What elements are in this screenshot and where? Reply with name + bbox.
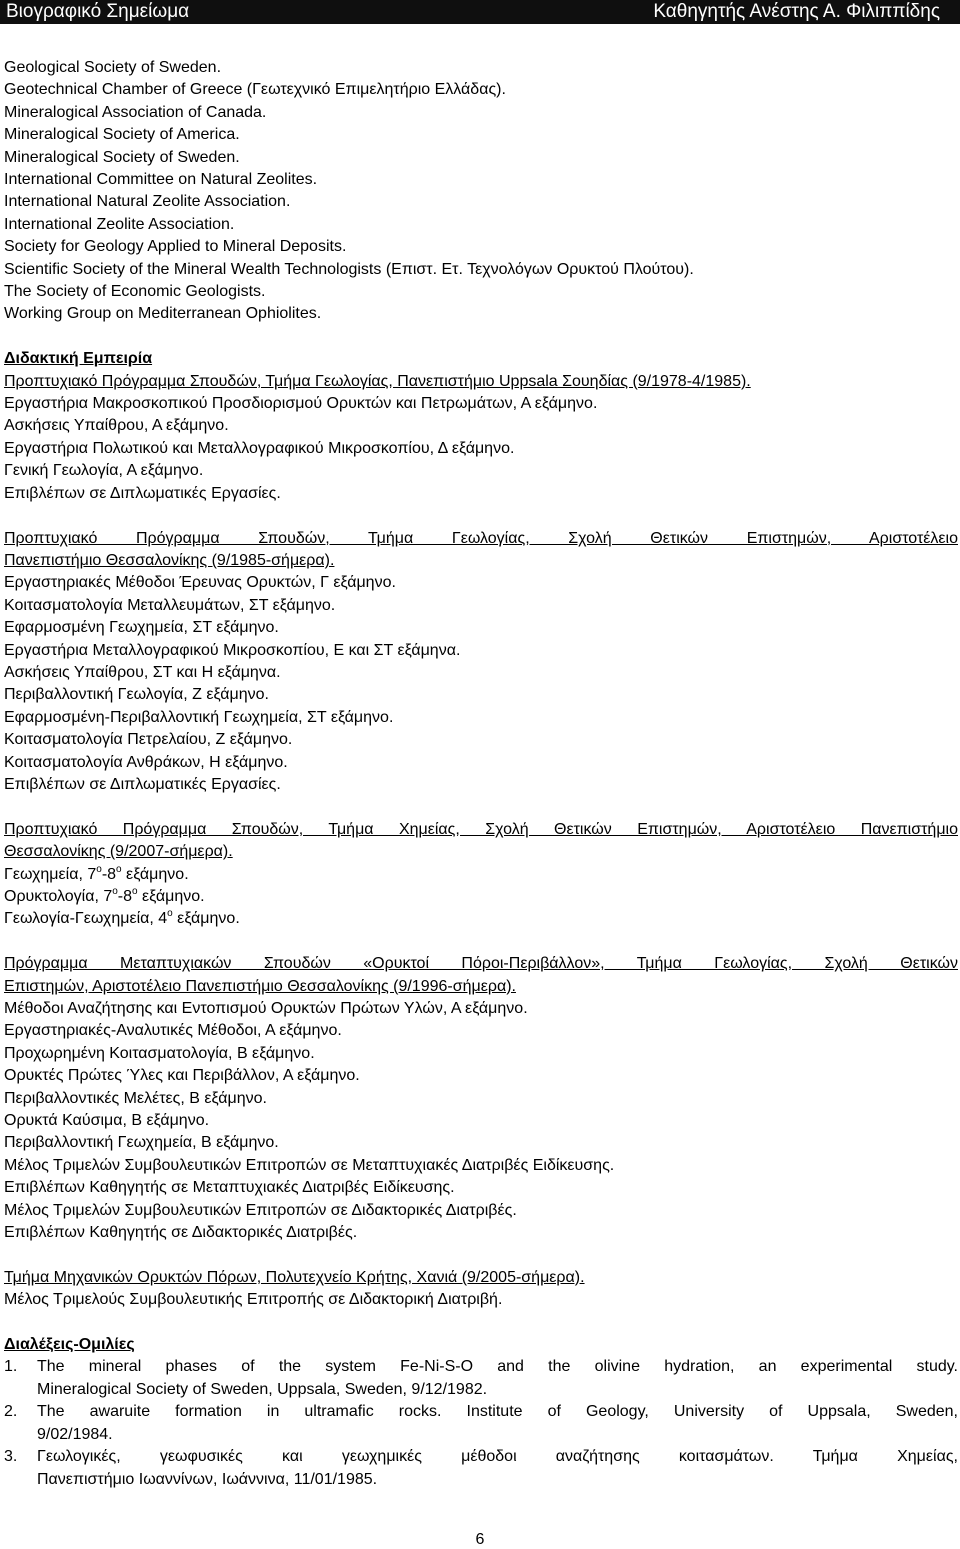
list-item: International Committee on Natural Zeolites. <box>4 171 318 189</box>
list-item: Επιβλέπων Καθηγητής σε Διδακτορικές Διατριβές. <box>4 1224 358 1242</box>
list-item: Ορυκτολογία, $7^o-8^o$ εξάμηνο. <box>4 885 205 905</box>
list-item: Geotechnical Chamber of Greece (Γεωτεχνικό Επιμελητήριο Ελλάδας). <box>4 81 506 99</box>
list-item: Γεωλογία-Γεωχημεία, $4^o$ εξάμηνο. <box>4 908 240 928</box>
auth-chemistry-title-line1: Προπτυχιακό Πρόγραμμα Σπουδών, Τμήμα Χημείας, Σχολή Θετικών Επιστημών, Αριστοτέλειο Πανεπιστήμιο <box>4 820 958 838</box>
teaching-heading: Διδακτική Εμπειρία <box>4 350 153 368</box>
list-item: International Natural Zeolite Association. <box>4 193 291 211</box>
postgrad-title-line2: Επιστημών, Αριστοτέλειο Πανεπιστήμιο Θεσσαλονίκης (9/1996-σήμερα). <box>4 977 516 995</box>
list-item: Geological Society of Sweden. <box>4 59 222 76</box>
lecture-item: 1. The mineral phases of the system Fe-Ni-S-O and the olivine hydration, an experimental study. Mineralogical Society of Sweden, Uppsala, Sweden, 9/12/1982. <box>4 1358 958 1398</box>
document-body <box>4 57 958 1491</box>
list-item: Ασκήσεις Υπαίθρου, Α εξάμηνο. <box>4 417 229 435</box>
uppsala-program-title: Προπτυχιακό Πρόγραμμα Σπουδών, Τμήμα Γεωλογίας, Πανεπιστήμιο Uppsala Σουηδίας (9/1978-4/1985). <box>4 372 751 390</box>
header-left-title: Βιογραφικό Σημείωμα <box>6 1 190 22</box>
list-item: Γενική Γεωλογία, Α εξάμηνο. <box>4 462 204 480</box>
list-item: Περιβαλλοντική Γεωλογία, Ζ εξάμηνο. <box>4 686 269 704</box>
list-item: Εφαρμοσμένη-Περιβαλλοντική Γεωχημεία, ΣΤ εξάμηνο. <box>4 708 394 726</box>
list-item: Ασκήσεις Υπαίθρου, ΣΤ και Η εξάμηνα. <box>4 663 281 681</box>
list-item: Εργαστήρια Μακροσκοπικού Προσδιορισμού Ορυκτών και Πετρωμάτων, Α εξάμηνο. <box>4 395 598 413</box>
list-item: Ορυκτές Πρώτες Ύλες και Περιβάλλον, Α εξάμηνο. <box>4 1067 360 1085</box>
postgrad-title-line1: Πρόγραμμα Μεταπτυχιακών Σπουδών «Ορυκτοί Πόροι-Περιβάλλον», Τμήμα Γεωλογίας, Σχολή Θετικών <box>4 955 958 973</box>
list-item: Εφαρμοσμένη Γεωχημεία, ΣΤ εξάμηνο. <box>4 619 279 637</box>
list-item: Εργαστήρια Πολωτικού και Μεταλλογραφικού Μικροσκοπίου, Δ εξάμηνο. <box>4 439 515 457</box>
list-item: Μέλος Τριμελών Συμβουλευτικών Επιτροπών σε Μεταπτυχιακές Διατριβές Ειδίκευσης. <box>4 1156 615 1174</box>
list-item: Mineralogical Society of Sweden. <box>4 148 240 166</box>
list-item: Κοιτασματολογία Μεταλλευμάτων, ΣΤ εξάμηνο. <box>4 596 336 614</box>
lecture-item: 2. The awaruite formation in ultramafic rocks. Institute of Geology, University of Uppsala, Sweden, 9/02/1984. <box>4 1403 958 1443</box>
list-item: Επιβλέπων σε Διπλωματικές Εργασίες. <box>4 775 281 793</box>
list-item: Κοιτασματολογία Ανθράκων, Η εξάμηνο. <box>4 753 288 771</box>
list-item: Εργαστηριακές-Αναλυτικές Μέθοδοι, Α εξάμηνο. <box>4 1022 342 1040</box>
list-item: Μέλος Τριμελών Συμβουλευτικών Επιτροπών σε Διδακτορικές Διατριβές. <box>4 1201 517 1219</box>
list-item: Ορυκτά Καύσιμα, Β εξάμηνο. <box>4 1112 210 1130</box>
list-item: Mineralogical Association of Canada. <box>4 103 267 121</box>
list-item: Mineralogical Society of America. <box>4 126 240 144</box>
list-item: Μέθοδοι Αναζήτησης και Εντοπισμού Ορυκτών Πρώτων Υλών, Α εξάμηνο. <box>4 1000 528 1017</box>
header-right-author: Καθηγητής Ανέστης Α. Φιλιππίδης <box>653 1 940 22</box>
crete-program-title: Τμήμα Μηχανικών Ορυκτών Πόρων, Πολυτεχνείο Κρήτης, Χανιά (9/2005-σήμερα). <box>4 1268 585 1286</box>
societies-list <box>4 57 958 326</box>
list-item: Επιβλέπων Καθηγητής σε Μεταπτυχιακές Διατριβές Ειδίκευσης. <box>4 1179 455 1197</box>
lectures-heading: Διαλέξεις-Ομιλίες <box>4 1336 135 1354</box>
auth-geology-title-line2: Πανεπιστήμιο Θεσσαλονίκης (9/1985-σήμερα). <box>4 551 335 569</box>
list-item: Επιβλέπων σε Διπλωματικές Εργασίες. <box>4 484 281 502</box>
list-item: Scientific Society of the Mineral Wealth Technologists (Επιστ. Ετ. Τεχνολόγων Ορυκτού Πλούτου). <box>4 260 694 278</box>
lecture-item: 3. Γεωλογικές, γεωφυσικές και γεωχημικές μέθοδοι αναζήτησης κοιτασμάτων. Τμήμα Χημείας, Πανεπιστήμιο Ιωαννίνων, Ιωάννινα, 11/01/1985. <box>4 1448 958 1488</box>
page-header <box>0 0 960 24</box>
page-number: 6 <box>475 1531 485 1548</box>
list-item: Περιβαλλοντικές Μελέτες, Β εξάμηνο. <box>4 1089 267 1107</box>
list-item: The Society of Economic Geologists. <box>4 283 266 301</box>
list-item: Περιβαλλοντική Γεωχημεία, Β εξάμηνο. <box>4 1134 279 1152</box>
auth-geology-title-line1: Προπτυχιακό Πρόγραμμα Σπουδών, Τμήμα Γεωλογίας, Σχολή Θετικών Επιστημών, Αριστοτέλειο <box>4 529 958 547</box>
list-item: Μέλος Τριμελούς Συμβουλευτικής Επιτροπής σε Διδακτορική Διατριβή. <box>4 1291 503 1309</box>
list-item: Εργαστήρια Μεταλλογραφικού Μικροσκοπίου, Ε και ΣΤ εξάμηνα. <box>4 641 461 659</box>
list-item: Προχωρημένη Κοιτασματολογία, Β εξάμηνο. <box>4 1044 315 1062</box>
list-item: Working Group on Mediterranean Ophiolites. <box>4 305 322 323</box>
auth-chemistry-title-line2: Θεσσαλονίκης (9/2007-σήμερα). <box>4 843 233 861</box>
list-item: Society for Geology Applied to Mineral Deposits. <box>4 238 347 256</box>
list-item: International Zeolite Association. <box>4 215 235 233</box>
list-item: Κοιτασματολογία Πετρελαίου, Ζ εξάμηνο. <box>4 731 293 749</box>
list-item: Γεωχημεία, $7^o-8^o$ εξάμηνο. <box>4 863 189 883</box>
list-item: Εργαστηριακές Μέθοδοι Έρευνας Ορυκτών, Γ εξάμηνο. <box>4 574 396 592</box>
